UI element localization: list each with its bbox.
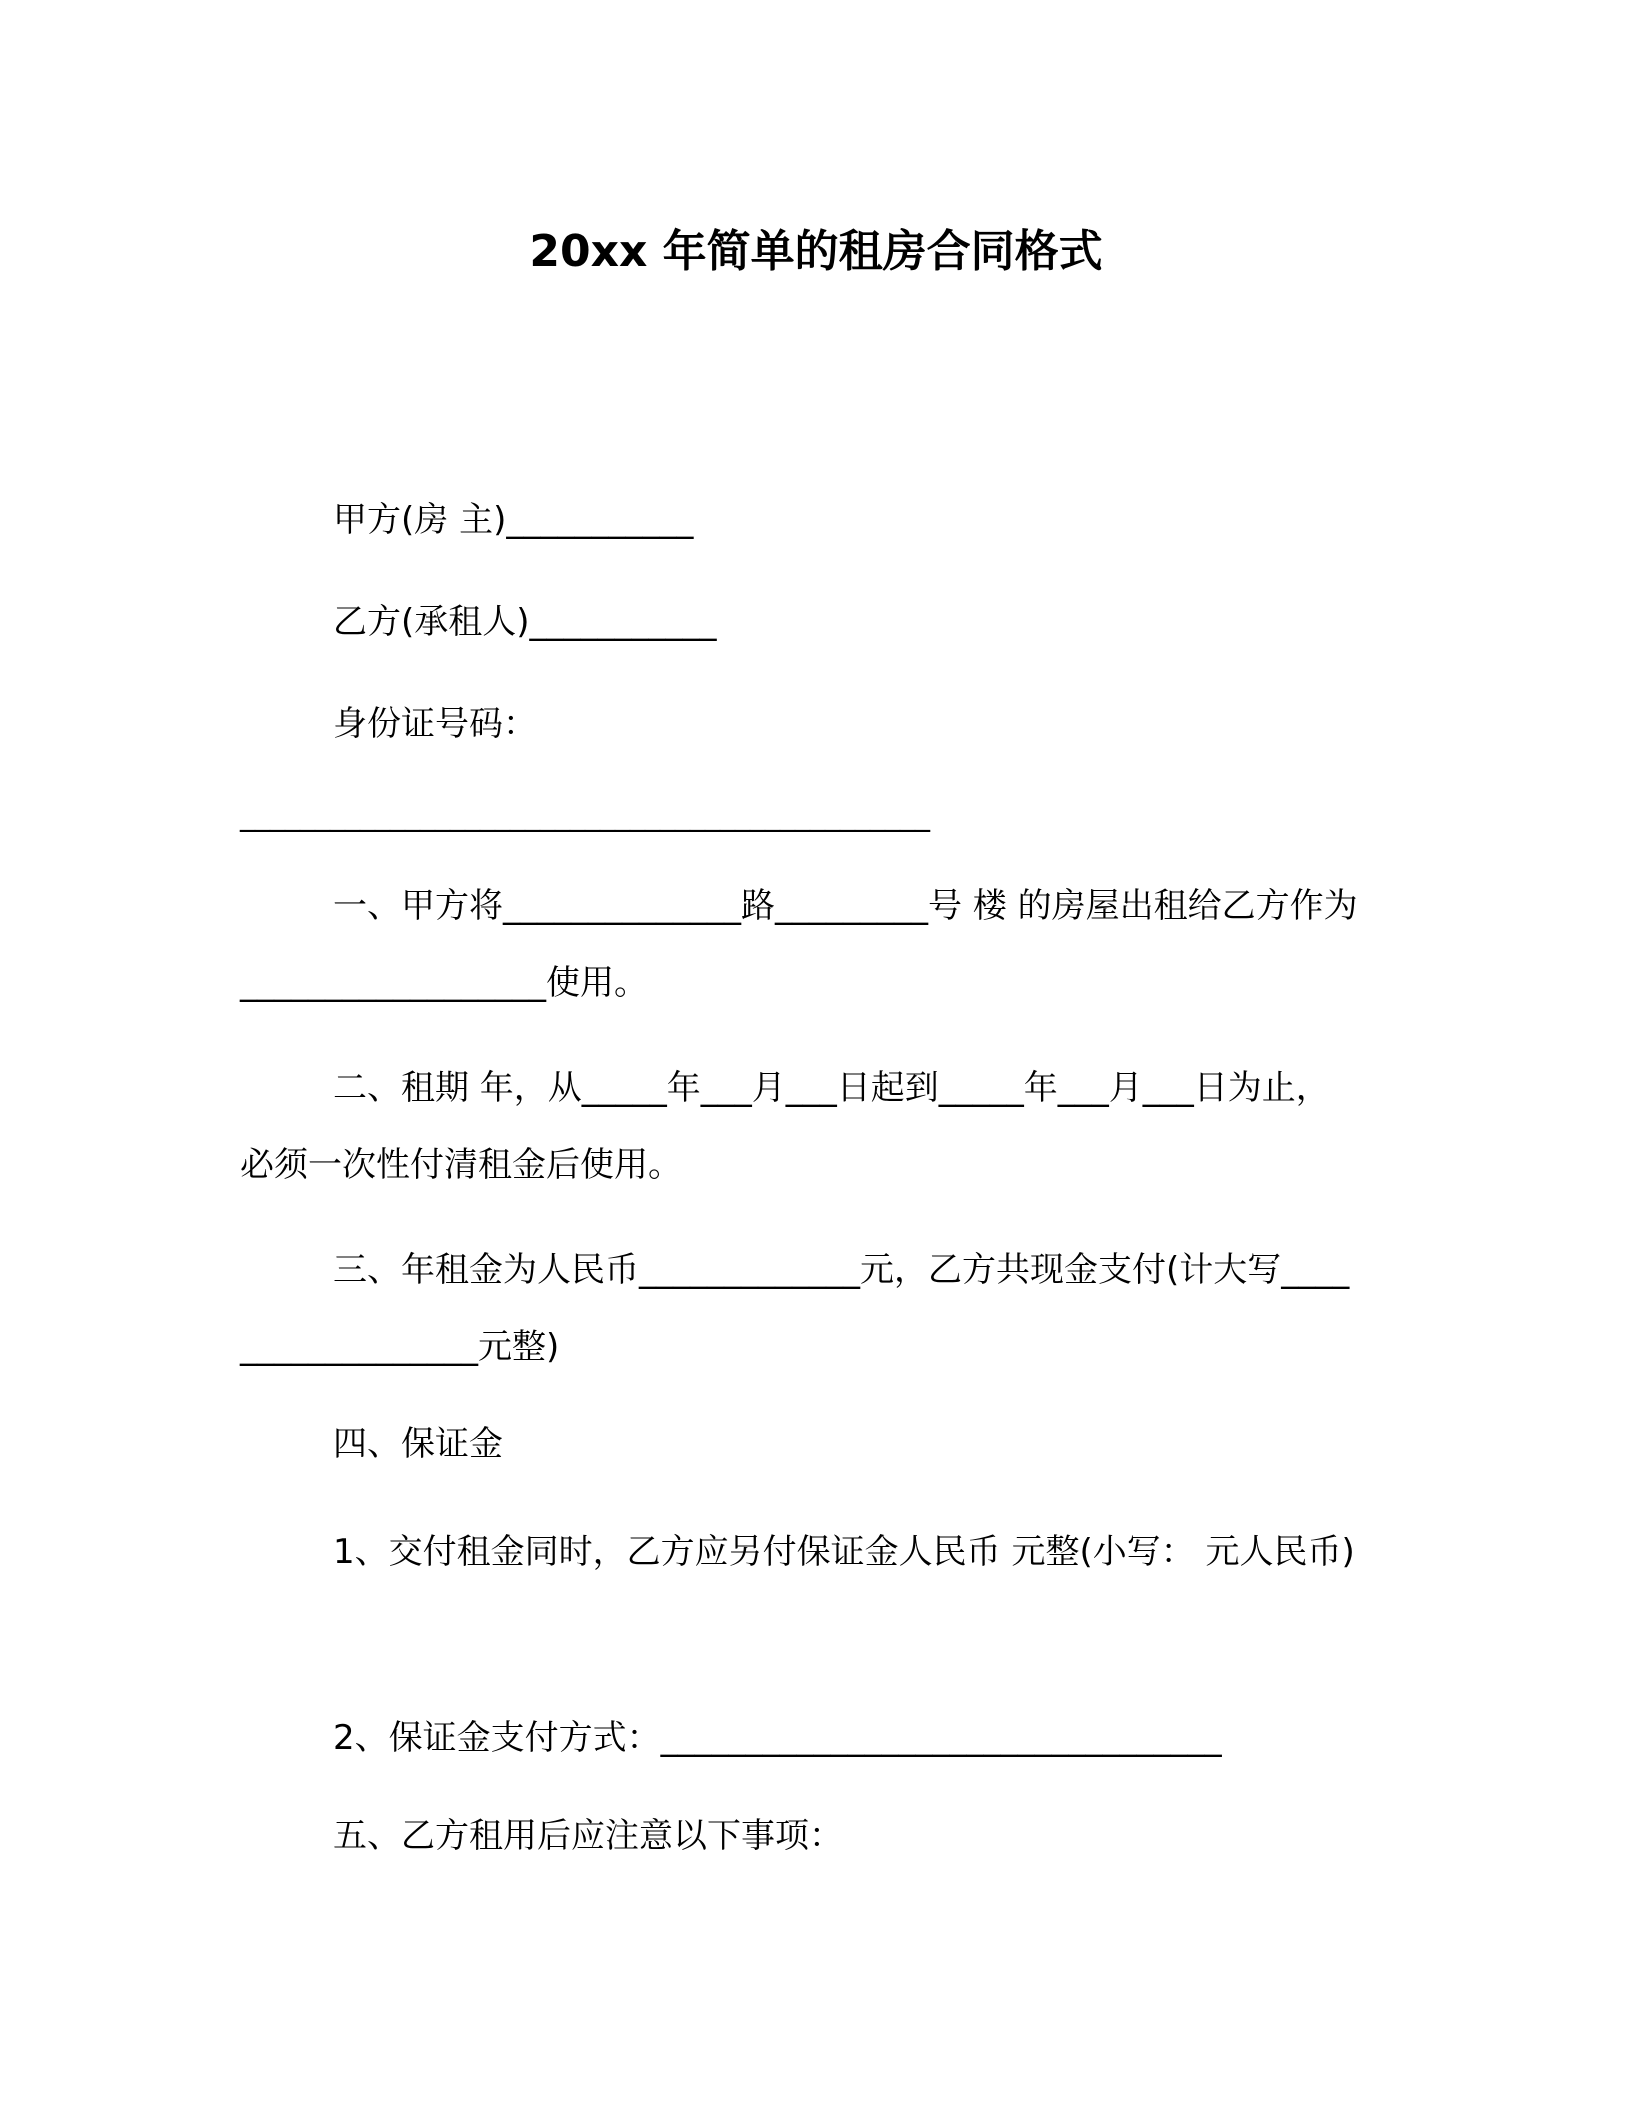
party-a-line: 甲方(房 主)___________: [333, 500, 694, 540]
id-number-blank: ______________________________________________: [240, 798, 930, 833]
party-b-line: 乙方(承租人)___________: [333, 602, 717, 642]
clause-2: 二、租期 年，从_____年___月___日起到_____年___月___日为止，必须一次性付清租金后使用。: [240, 1068, 1330, 1185]
clause-4-1: 1、交付租金同时，乙方应另付保证金人民币 元整(小写： 元人民币): [333, 1532, 1355, 1572]
clause-1: 一、甲方将______________路_________号 楼 的房屋出租给乙方作为__________________使用。: [240, 886, 1358, 1003]
id-number-label: 身份证号码：: [333, 704, 537, 744]
clause-4-2: 2、保证金支付方式：_________________________________: [333, 1718, 1222, 1758]
clause-5-heading: 五、乙方租用后应注意以下事项：: [333, 1816, 843, 1856]
document-title: 20xx 年简单的租房合同格式: [529, 226, 1103, 277]
clause-4-heading: 四、保证金: [333, 1424, 503, 1464]
clause-3: 三、年租金为人民币_____________元，乙方共现金支付(计大写__________________元整): [240, 1250, 1350, 1367]
